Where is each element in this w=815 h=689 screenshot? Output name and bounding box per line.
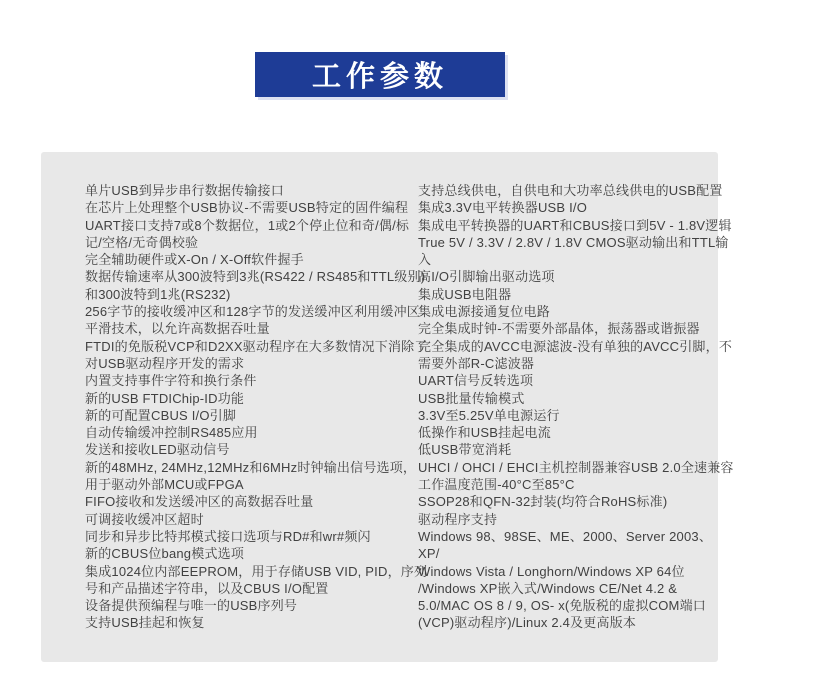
spec-line: 集成3.3V电平转换器USB I/O: [418, 200, 588, 216]
spec-line: 高I/O引脚输出驱动选项: [418, 269, 555, 285]
spec-line: UART接口支持7或8个数据位，1或2个停止位和奇/偶/标: [85, 217, 410, 233]
spec-line: /Windows XP嵌入式/Windows CE/Net 4.2 &: [418, 580, 678, 596]
spec-line: USB批量传输模式: [418, 390, 525, 406]
page-title: 工作参数: [311, 61, 448, 93]
spec-column-right: [418, 182, 751, 632]
spec-line: 内置支持事件字符和换行条件: [85, 373, 257, 389]
spec-line: 工作温度范围-40°C至85°C: [418, 477, 575, 493]
spec-panel: [41, 152, 734, 662]
spec-line: 设备提供预编程与唯一的USB序列号: [85, 598, 298, 614]
spec-line: 入: [418, 252, 432, 268]
spec-line: 需要外部R-C滤波器: [418, 355, 535, 371]
spec-line: 平滑技术，以允许高数据吞吐量: [85, 321, 270, 337]
spec-line: 自动传输缓冲控制RS485应用: [85, 425, 258, 441]
spec-line: 可调接收缓冲区超时: [85, 511, 204, 527]
spec-line: 支持总线供电，自供电和大功率总线供电的USB配置: [418, 183, 723, 198]
spec-line: SSOP28和QFN-32封装(均符合RoHS标准): [418, 494, 668, 510]
spec-line: (VCP)驱动程序)/Linux 2.4及更高版本: [418, 615, 637, 631]
spec-columns: [41, 152, 734, 632]
spec-line: 和300波特到1兆(RS232): [85, 286, 231, 302]
spec-line: 完全集成的AVCC电源滤波-没有单独的AVCC引脚，不: [418, 338, 733, 354]
spec-line: Windows Vista / Longhorn/Windows XP 64位: [418, 563, 685, 579]
spec-line: 新的可配置CBUS I/O引脚: [85, 407, 237, 423]
spec-line: 用于驱动外部MCU或FPGA: [85, 477, 244, 493]
spec-line: 256字节的接收缓冲区和128字节的发送缓冲区利用缓冲区: [85, 304, 420, 320]
spec-line: 单片USB到异步串行数据传输接口: [85, 183, 284, 198]
spec-line: 低操作和USB挂起电流: [418, 425, 551, 441]
section-title-banner: [255, 52, 505, 97]
spec-column-left: [85, 182, 428, 632]
spec-line: 号和产品描述字符串，以及CBUS I/O配置: [85, 580, 329, 596]
spec-line: 记/空格/无奇偶校验: [85, 234, 199, 250]
spec-line: UHCI / OHCI / EHCI主机控制器兼容USB 2.0全速兼容: [418, 459, 734, 475]
spec-line: FTDI的免版税VCP和D2XX驱动程序在大多数情况下消除了: [85, 338, 428, 354]
spec-line: 新的USB FTDIChip-ID功能: [85, 390, 245, 406]
spec-line: 低USB带宽消耗: [418, 442, 512, 458]
spec-line: 集成电源接通复位电路: [418, 304, 551, 320]
spec-line: 对USB驱动程序开发的需求: [85, 355, 245, 371]
spec-line: 数据传输速率从300波特到3兆(RS422 / RS485和TTL级别): [85, 269, 426, 285]
spec-line: 驱动程序支持: [418, 511, 498, 527]
spec-line: XP/: [418, 546, 440, 562]
spec-line: 完全辅助硬件或X-On / X-Off软件握手: [85, 252, 304, 268]
spec-line: 5.0/MAC OS 8 / 9, OS- x(免版税的虚拟COM端口: [418, 598, 706, 614]
spec-line: 完全集成时钟-不需要外部晶体，振荡器或谐振器: [418, 321, 700, 337]
spec-line: 集成1024位内部EEPROM，用于存储USB VID, PID，序列: [85, 563, 428, 579]
spec-line: Windows 98、98SE、ME、2000、Server 2003、: [418, 528, 713, 544]
spec-line: 支持USB挂起和恢复: [85, 615, 205, 631]
spec-line: 集成USB电阻器: [418, 286, 512, 302]
spec-line: 集成电平转换器的UART和CBUS接口到5V - 1.8V逻辑: [418, 217, 732, 233]
spec-line: True 5V / 3.3V / 2.8V / 1.8V CMOS驱动输出和TTL输: [418, 234, 729, 250]
spec-line: 新的CBUS位bang模式选项: [85, 546, 245, 562]
spec-line: 发送和接收LED驱动信号: [85, 442, 230, 458]
spec-line: UART信号反转选项: [418, 373, 534, 389]
spec-line: 3.3V至5.25V单电源运行: [418, 407, 560, 423]
spec-line: 新的48MHz, 24MHz,12MHz和6MHz时钟输出信号选项，: [85, 459, 417, 475]
spec-line: 同步和异步比特邦模式接口选项与RD#和wr#频闪: [85, 528, 371, 544]
spec-line: 在芯片上处理整个USB协议-不需要USB特定的固件编程: [85, 200, 409, 216]
spec-line: FIFO接收和发送缓冲区的高数据吞吐量: [85, 494, 314, 510]
